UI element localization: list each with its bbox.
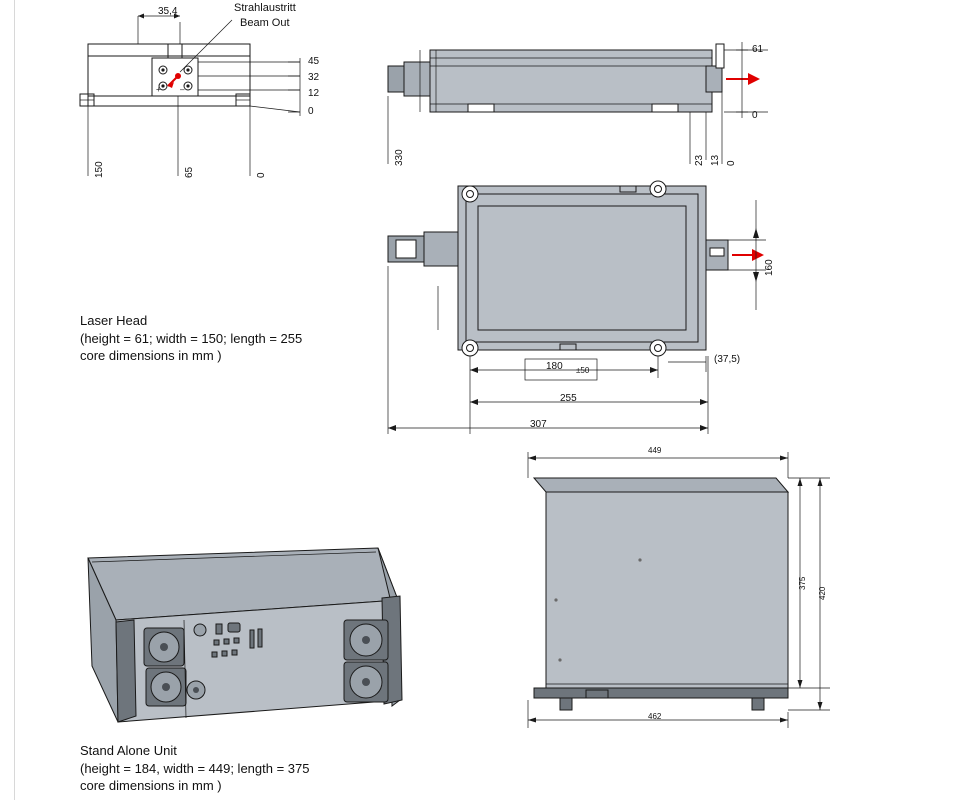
dim-13: 13 <box>710 154 721 166</box>
dim-65: 65 <box>184 166 195 178</box>
dim-150: 150 <box>94 161 105 178</box>
dim-420: 420 <box>818 586 827 600</box>
label-strahlaustritt: Strahlaustritt <box>234 2 296 14</box>
dim-462: 462 <box>648 712 662 721</box>
dim-307: 307 <box>530 419 547 430</box>
dim-180: 180 <box>546 361 563 372</box>
dim-180-tolerance: ±50 <box>576 366 590 375</box>
dim-0-right: 0 <box>308 106 314 117</box>
dim-12: 12 <box>308 88 320 99</box>
dim-0-side: 0 <box>752 110 758 121</box>
dim-37-5: (37,5) <box>714 354 741 365</box>
laser-head-caption-line1: (height = 61; width = 150; length = 255 <box>80 331 303 346</box>
dim-45: 45 <box>308 56 320 67</box>
dim-35-4: 35,4 <box>158 6 178 17</box>
dim-0-bottom: 0 <box>256 172 267 178</box>
label-beam-out: Beam Out <box>240 17 290 29</box>
dim-330: 330 <box>394 149 405 166</box>
svg-text:–: – <box>180 85 185 94</box>
stand-alone-caption-line1: (height = 184, width = 449; length = 375 <box>80 761 310 776</box>
stand-alone-caption-line2: core dimensions in mm ) <box>80 778 222 793</box>
dim-375: 375 <box>798 576 807 590</box>
laser-head-caption-line2: core dimensions in mm ) <box>80 348 222 363</box>
laser-head-caption-title: Laser Head <box>80 313 148 328</box>
dim-160: 160 <box>764 259 775 276</box>
dim-449: 449 <box>648 446 662 455</box>
dim-32: 32 <box>308 72 320 83</box>
dim-0-side2: 0 <box>726 160 737 166</box>
dim-255: 255 <box>560 393 577 404</box>
svg-text:+: + <box>156 85 161 94</box>
dim-61: 61 <box>752 44 764 55</box>
dim-23: 23 <box>694 154 705 166</box>
stand-alone-caption-title: Stand Alone Unit <box>80 743 177 758</box>
